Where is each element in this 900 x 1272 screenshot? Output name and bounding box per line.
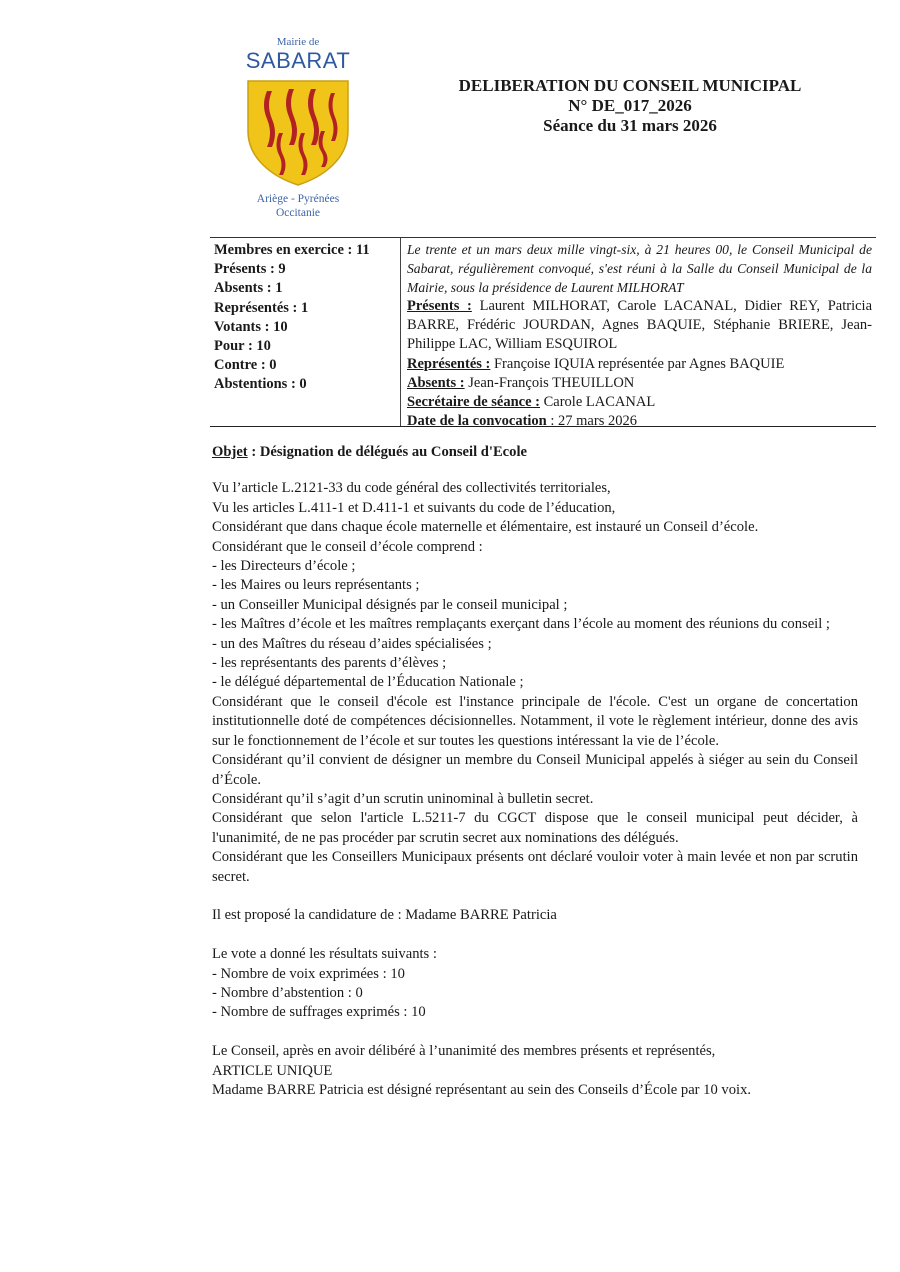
representes-label: Représentés : (407, 355, 491, 372)
convocation-value: : 27 mars 2026 (546, 413, 637, 430)
logo-region-line-2: Occitanie (275, 207, 321, 219)
count-absents: Absents : 1 (214, 280, 283, 297)
document-heading (410, 76, 850, 136)
considerant-paragraph: Considérant que les Conseillers Municipaux présents ont déclaré vouloir voter à main levée et non par scrutin secret. (212, 849, 858, 885)
absents-label: Absents : (407, 374, 465, 391)
column-divider (400, 238, 401, 426)
objet-label: Objet (212, 444, 248, 460)
absents-line (407, 374, 872, 393)
session-intro: Le trente et un mars deux mille vingt-six, à 21 heures 00, le Conseil Municipal de Sabarat, régulièrement convoqué, s'est réuni à la Salle du Conseil Municipal de la Mairie, sous la présidence de Laurent MILHORAT (407, 242, 872, 295)
considerant-paragraph: Considérant que le conseil d’école comprend : (212, 538, 483, 555)
considerant-paragraph: Considérant que selon l'article L.5211-7 du CGCT dispose que le conseil municipal peut décider, à l'unanimité, de ne pas procéder par scrutin secret aux nominations des délégués. (212, 810, 858, 846)
composition-item: - les Maîtres d’école et les maîtres remplaçants exerçant dans l’école au moment des réunions du conseil ; (212, 616, 830, 633)
count-membres: Membres en exercice : 11 (214, 242, 370, 258)
mairie-logo (232, 36, 364, 220)
result-item: - Nombre d’abstention : 0 (212, 984, 363, 1001)
count-pour: Pour : 10 (214, 338, 271, 355)
count-abstentions: Abstentions : 0 (214, 376, 307, 393)
session-details (407, 240, 872, 431)
composition-item: - les Maires ou leurs représentants ; (212, 577, 420, 594)
decision-line: Madame BARRE Patricia est désigné représentant au sein des Conseils d’École par 10 voix. (212, 1081, 752, 1098)
composition-item: - le délégué départemental de l’Éducation Nationale ; (212, 674, 524, 691)
logo-region-line-1: Ariège - Pyrénées (256, 193, 340, 205)
count-votants: Votants : 10 (214, 318, 288, 335)
count-representes: Représentés : 1 (214, 299, 309, 316)
count-contre: Contre : 0 (214, 357, 277, 374)
vote-counts (214, 241, 398, 395)
article-unique-heading: ARTICLE UNIQUE (212, 1062, 333, 1079)
convocation-label: Date de la convocation (407, 413, 547, 430)
spacer (212, 1023, 858, 1042)
objet-line (212, 443, 858, 462)
candidature-line: Il est proposé la candidature de : Madame BARRE Patricia (212, 907, 557, 924)
considerant-paragraph: Vu les articles L.411-1 et D.411-1 et suivants du code de l’éducation, (212, 499, 616, 516)
spacer (212, 887, 858, 906)
count-presents: Présents : 9 (214, 261, 286, 278)
considerant-paragraph: Considérant que le conseil d'école est l'instance principale de l'école. C'est un organe de concertation institutionnelle doté de compétences décisionnelles. Notamment, il vote le règlement intérieur, donne des avis sur le fonctionnement de l’école et sur toutes les questions intéressant la vie de l’école. (212, 693, 858, 749)
considerant-paragraph: Vu l’article L.2121-33 du code général des collectivités territoriales, (212, 480, 611, 497)
composition-item: - un des Maîtres du réseau d’aides spécialisées ; (212, 635, 492, 652)
spacer (212, 926, 858, 945)
considerant-paragraph: Considérant qu’il convient de désigner un membre du Conseil Municipal appelés à siéger au sein du Conseil d’École. (212, 752, 858, 788)
presents-label: Présents : (407, 298, 472, 314)
secretaire-value: Carole LACANAL (540, 394, 656, 411)
presents-line (407, 297, 872, 355)
attendance-summary (210, 237, 876, 430)
secretaire-line (407, 393, 872, 412)
session-date: Séance du 31 mars 2026 (543, 116, 717, 135)
result-item: - Nombre de voix exprimées : 10 (212, 965, 405, 982)
presents-value: Laurent MILHORAT, Carole LACANAL, Didier REY, Patricia BARRE, Frédéric JOURDAN, Agnes BAQUIE, Stéphanie BRIERE, Jean-Philippe LAC, William ESQUIROL (407, 298, 873, 353)
deliberation-body (212, 443, 858, 1100)
results-heading: Le vote a donné les résultats suivants : (212, 946, 437, 963)
absents-value: Jean-François THEUILLON (464, 374, 635, 391)
composition-item: - un Conseiller Municipal désignés par le conseil municipal ; (212, 596, 568, 613)
logo-town-name: SABARAT (245, 48, 351, 73)
composition-item: - les représentants des parents d’élèves ; (212, 655, 447, 672)
objet-text: : Désignation de délégués au Conseil d'Ecole (247, 444, 527, 460)
considerant-paragraph: Considérant que dans chaque école maternelle et élémentaire, est instauré un Conseil d’école. (212, 519, 759, 536)
logo-mairie-de: Mairie de (276, 36, 320, 48)
secretaire-label: Secrétaire de séance : (407, 394, 540, 411)
deliberation-number: N° DE_017_2026 (568, 96, 692, 115)
convocation-line (407, 412, 872, 431)
composition-item: - les Directeurs d’école ; (212, 558, 356, 575)
representes-line (407, 355, 872, 374)
document-title: DELIBERATION DU CONSEIL MUNICIPAL (458, 76, 802, 95)
considerant-paragraph: Considérant qu’il s’agit d’un scrutin uninominal à bulletin secret. (212, 790, 594, 807)
conclusion-line: Le Conseil, après en avoir délibéré à l’unanimité des membres présents et représentés, (212, 1043, 716, 1060)
representes-value: Françoise IQUIA représentée par Agnes BAQUIE (490, 355, 785, 372)
result-item: - Nombre de suffrages exprimés : 10 (212, 1004, 426, 1021)
coat-of-arms-icon (245, 79, 351, 187)
